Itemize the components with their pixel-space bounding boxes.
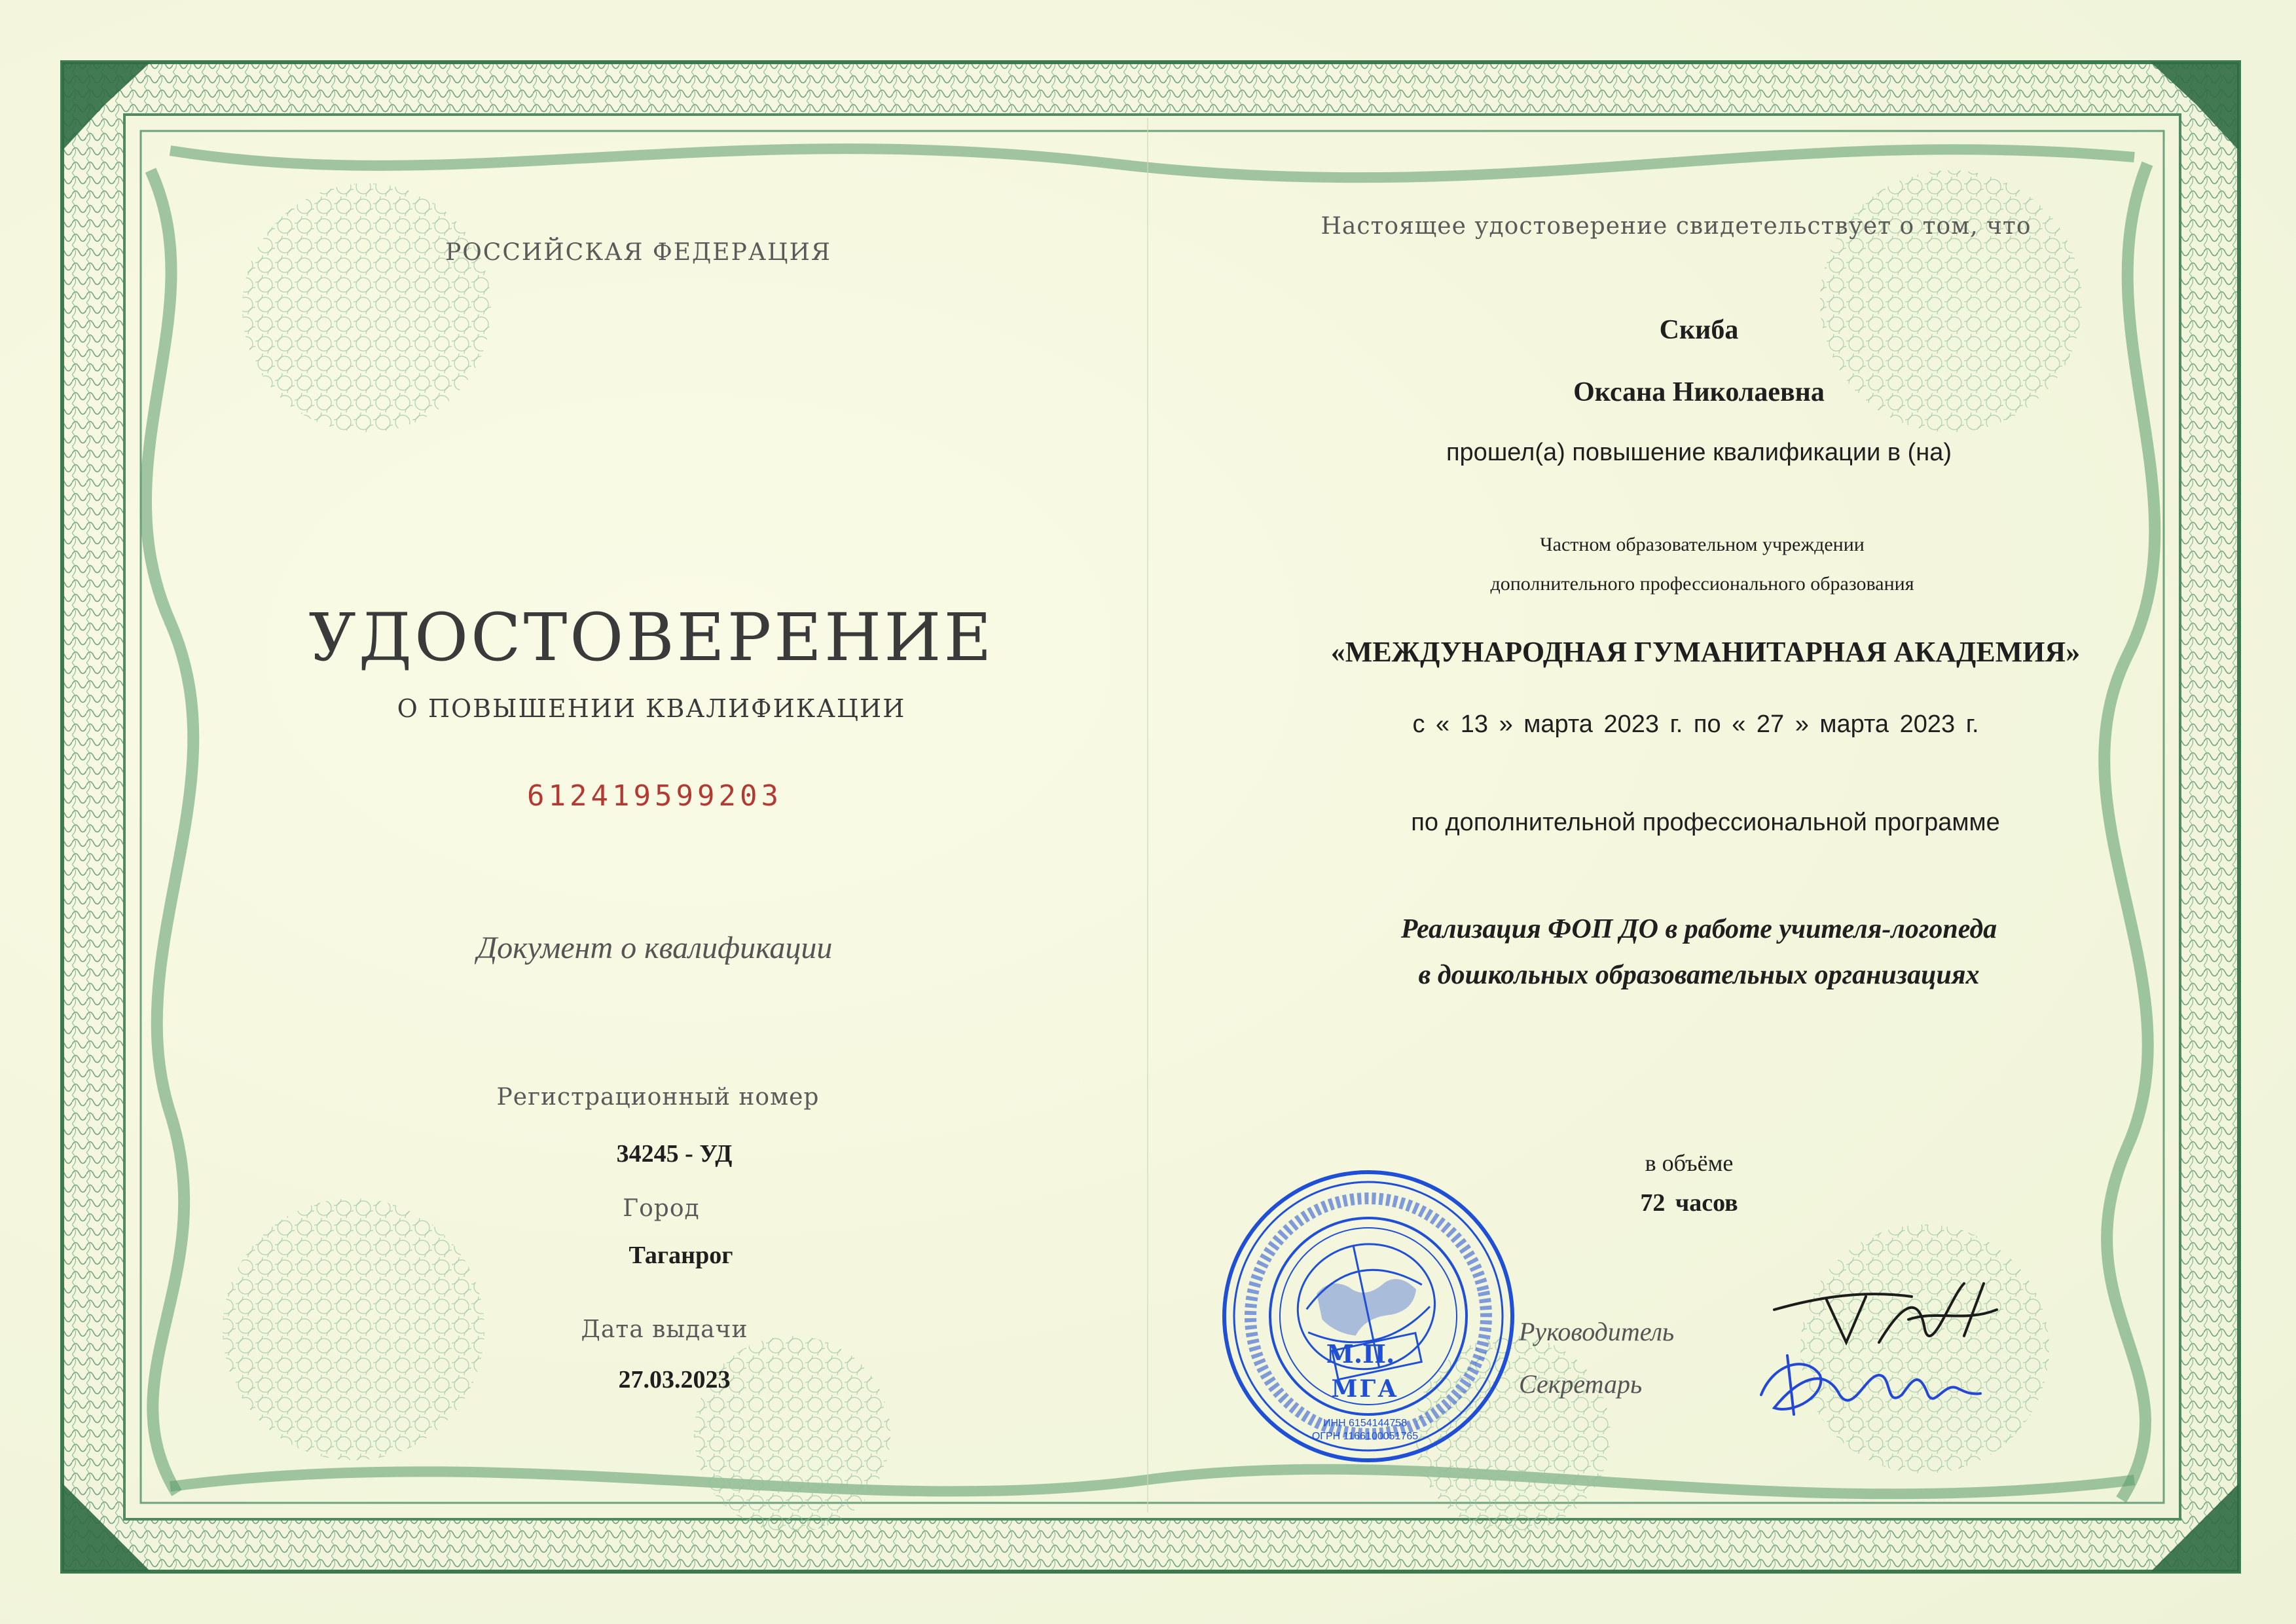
institution-name: «МЕЖДУНАРОДНАЯ ГУМАНИТАРНАЯ АКАДЕМИЯ» (1330, 636, 2081, 668)
reg-number-label: Регистрационный номер (496, 1084, 820, 1111)
training-period: с « 13 » марта 2023 г. по « 27 » марта 2023 г. (1412, 710, 1979, 738)
given-names: Оксана Николаевна (1573, 377, 1825, 407)
serial-number: 612419599203 (527, 779, 782, 813)
institution-line-2: дополнительного профессионального образования (1490, 573, 1914, 595)
program-title-line-2: в дошкольных образовательных организациях (1418, 960, 1980, 990)
reg-number-value: 34245 - УД (616, 1140, 733, 1168)
program-title-line-1: Реализация ФОП ДО в работе учителя-логопеда (1400, 914, 1997, 944)
city-label: Город (623, 1195, 700, 1222)
issue-date-value: 27.03.2023 (618, 1366, 731, 1393)
seal-ogrn: ОГРН 1166100051765 (1311, 1431, 1419, 1442)
document-kind: Документ о квалификации (477, 931, 833, 965)
program-intro: по дополнительной профессиональной программе (1411, 809, 2000, 836)
seal-inn: ИНН 6154144758 (1322, 1418, 1408, 1429)
head-signature-label: Руководитель (1519, 1317, 1675, 1346)
secretary-signature (1748, 1336, 1984, 1434)
document-subtitle: О ПОВЫШЕНИИ КВАЛИФИКАЦИИ (397, 694, 906, 723)
volume-value: 72 часов (1640, 1189, 1738, 1217)
surname: Скиба (1659, 315, 1739, 345)
country-caption: РОССИЙСКАЯ ФЕДЕРАЦИЯ (445, 239, 831, 266)
institution-line-1: Частном образовательном учреждении (1540, 534, 1865, 555)
secretary-signature-label: Секретарь (1519, 1369, 1643, 1399)
seal-mp-mark: М.П. (1326, 1339, 1395, 1369)
certify-intro: Настоящее удостоверение свидетельствует о том, что (1321, 213, 2032, 240)
seal-abbreviation: МГА (1331, 1375, 1399, 1403)
issue-date-label: Дата выдачи (581, 1316, 748, 1343)
city-value: Таганрог (629, 1242, 733, 1269)
volume-label: в объёме (1645, 1150, 1734, 1176)
training-statement: прошел(а) повышение квалификации в (на) (1446, 439, 1952, 466)
document-title: УДОСТОВЕРЕНИЕ (308, 599, 994, 676)
